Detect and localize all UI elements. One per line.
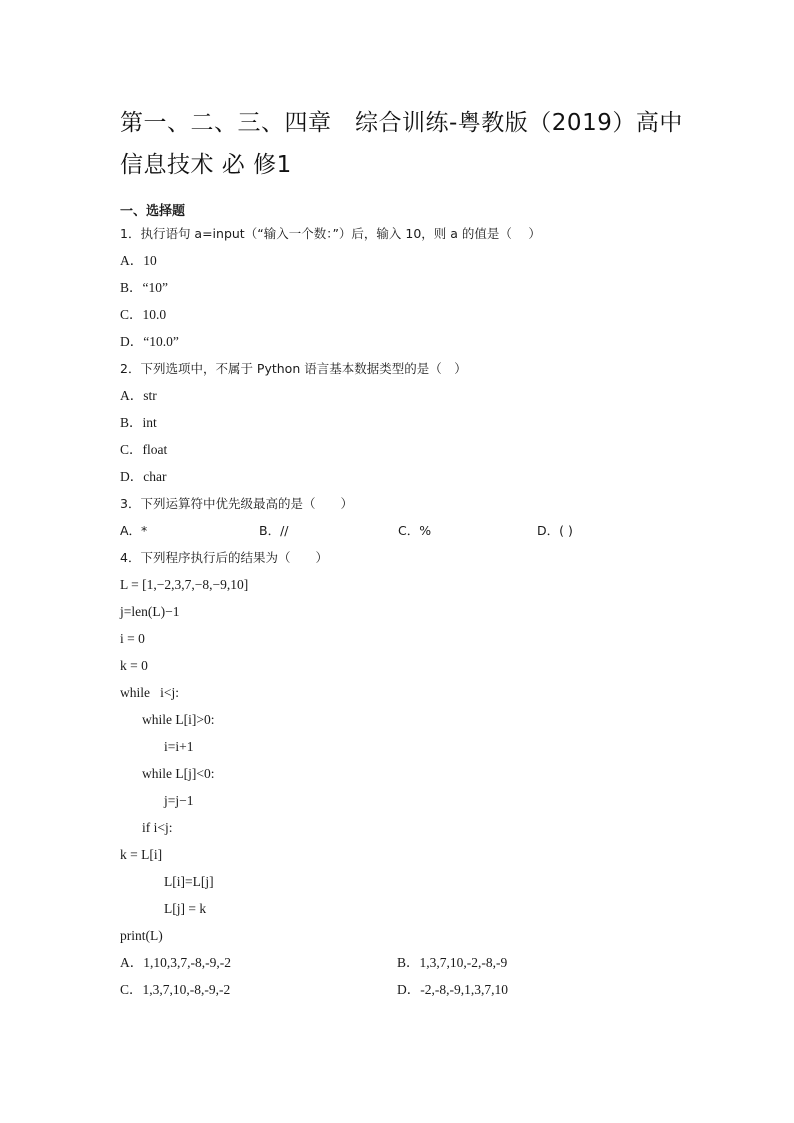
question-3-option-d: D．( ) (537, 523, 573, 538)
code-line: j=len(L)−1 (120, 604, 180, 619)
question-4-option-c: C．1,3,7,10,-8,-9,-2 (120, 982, 231, 997)
code-line: L[i]=L[j] (164, 874, 214, 889)
question-4-option-d: D．-2,-8,-9,1,3,7,10 (397, 982, 508, 997)
question-1-option-b: B．“10” (120, 280, 168, 295)
question-1-stem: 1．执行语句 a=input（“输入一个数：”）后，输入 10，则 a 的值是（ ） (120, 226, 541, 241)
question-3-option-b: B．// (259, 523, 289, 538)
question-2-option-c: C．float (120, 442, 168, 457)
question-2-stem: 2．下列选项中，不属于 Python 语言基本数据类型的是（ ） (120, 361, 467, 376)
section-label: 一、选择题 (120, 204, 186, 219)
code-line: while L[j]<0: (142, 766, 215, 781)
question-3-options (120, 521, 700, 548)
code-line: k = L[i] (120, 847, 163, 862)
question-1-option-a: A．10 (120, 253, 157, 268)
question-1-option-d: D．“10.0” (120, 334, 179, 349)
code-line: i = 0 (120, 631, 145, 646)
code-line: k = 0 (120, 658, 148, 673)
code-line: i=i+1 (164, 739, 194, 754)
code-line: if i<j: (142, 820, 173, 835)
question-4-option-b: B．1,3,7,10,-2,-8,-9 (397, 955, 508, 970)
question-4-stem: 4．下列程序执行后的结果为（ ） (120, 550, 328, 565)
code-line: print(L) (120, 928, 163, 943)
question-3-option-c: C．% (398, 523, 432, 538)
question-4-options-row-2 (120, 980, 700, 1007)
title-line-1: 第一、二、三、四章 综合训练-粤教版（2019）高中 (120, 110, 683, 136)
question-3-option-a: A．* (120, 523, 148, 538)
question-1-option-c: C．10.0 (120, 307, 167, 322)
question-4-options-row-1 (120, 953, 700, 980)
code-line: j=j−1 (164, 793, 194, 808)
question-4-option-a: A．1,10,3,7,-8,-9,-2 (120, 955, 231, 970)
code-line: L[j] = k (164, 901, 207, 916)
question-2-option-b: B．int (120, 415, 157, 430)
code-line: while i<j: (120, 685, 179, 700)
question-2-option-d: D．char (120, 469, 167, 484)
code-line: while L[i]>0: (142, 712, 215, 727)
code-line: L = [1,−2,3,7,−8,−9,10] (120, 577, 249, 592)
title-line-2: 信息技术 必 修1 (120, 152, 292, 178)
question-2-option-a: A．str (120, 388, 157, 403)
document-title (120, 102, 700, 186)
question-3-stem: 3．下列运算符中优先级最高的是（ ） (120, 496, 353, 511)
question-list (120, 224, 700, 1007)
